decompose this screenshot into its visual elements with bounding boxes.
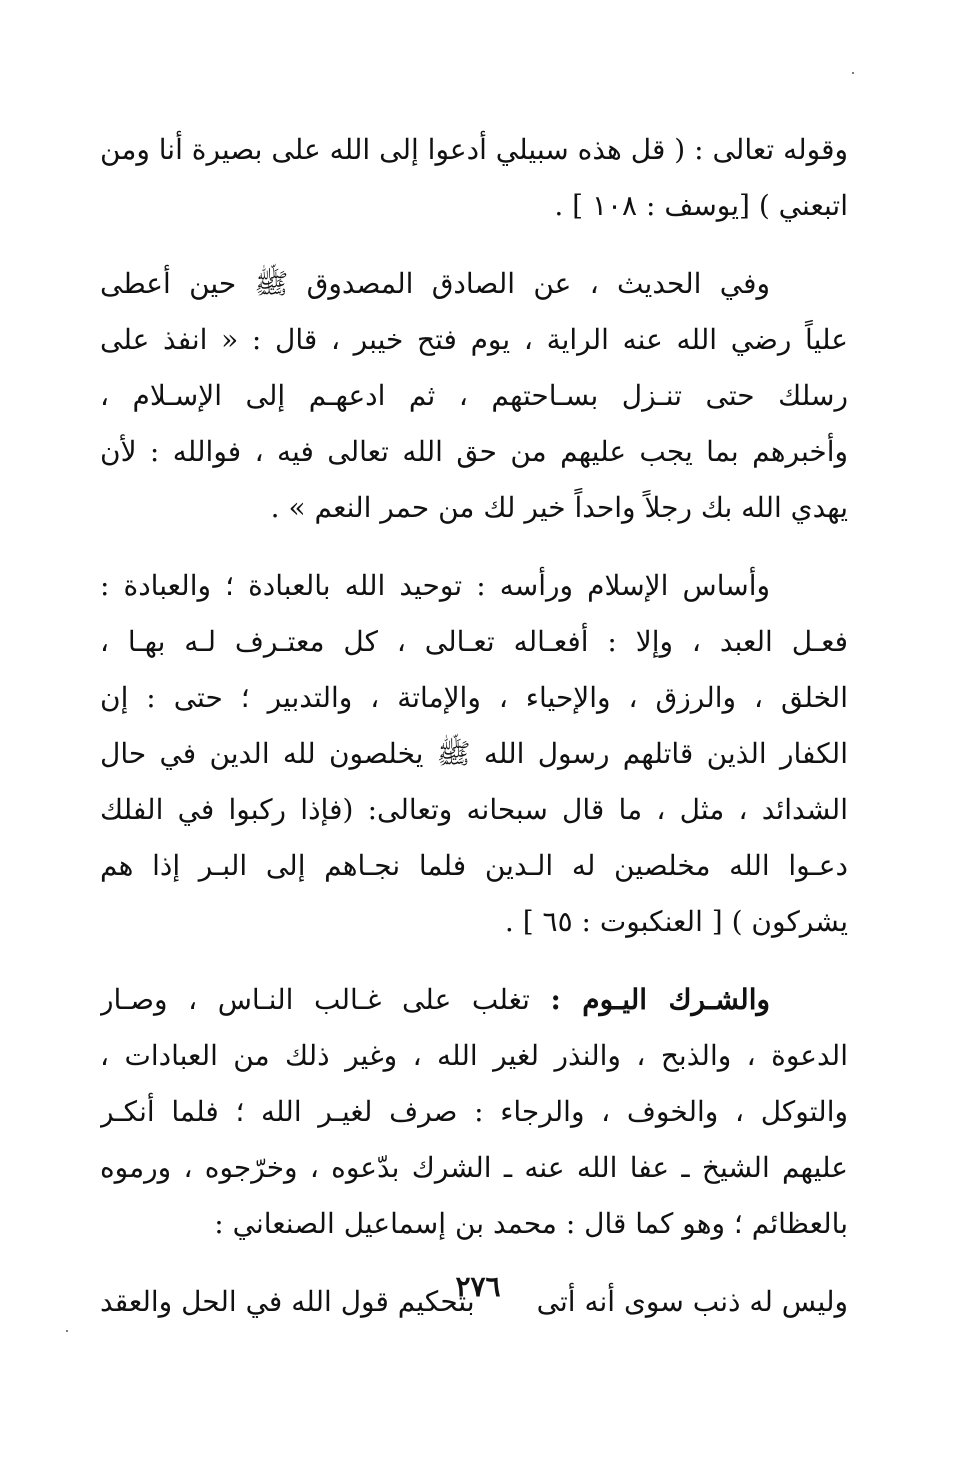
page-number: ٢٧٦ [455,1270,501,1303]
text-line: الخلق ، والرزق ، والإحياء ، والإماتة ، والتدبير ؛ حتى : إن [100,681,848,714]
text-line: عليهم الشيخ ـ عفا الله عنه ـ الشرك بدّعوه ، وخرّجوه ، ورموه [100,1151,848,1184]
text-line: اتبعني ) [يوسف : ١٠٨ ] . [554,189,848,222]
text-line: دعـوا الله مخلصين له الـدين فلما نجـاهم إلى البـر إذا هم [100,849,848,882]
text-line: وقوله تعالى : ( قل هذه سبيلي أدعوا إلى الله على بصيرة أنا ومن [100,133,848,166]
text-line: رسلك حتى تنـزل بسـاحتهم ، ثم ادعهـم إلى الإسـلام ، [100,379,848,412]
text-line: يهدي الله بك رجلاً واحداً خير لك من حمر النعم » . [270,491,848,524]
verse-first-hemistich: وليس له ذنب سوى أنه أتى [536,1285,848,1318]
paragraph-lead: والشـرك اليـوم : [550,983,771,1016]
text-line: وأساس الإسلام ورأسه : توحيد الله بالعبادة ؛ والعبادة : [100,569,770,602]
text-line: بالعظائم ؛ وهو كما قال : محمد بن إسماعيل الصنعاني : [214,1207,848,1240]
paragraph-tawhid [100,558,848,950]
text-line: الدعوة ، والذبح ، والنذر لغير الله ، وغير ذلك من العبادات ، [100,1039,848,1072]
text-line: وفي الحديث ، عن الصادق المصدوق ﷺ حين أعطى [100,267,770,300]
text-line: وأخبرهم بما يجب عليهم من حق الله تعالى فيه ، فوالله : لأن [100,435,848,468]
paragraph-quran-yusuf [100,122,848,234]
text-run: تغلب على غـالب النـاس ، وصـار [100,983,530,1016]
text-line: يشركون ) [ العنكبوت : ٦٥ ] . [504,905,848,938]
page-body [100,122,848,1330]
paragraph-hadith [100,256,848,536]
text-line: والتوكل ، والخوف ، والرجاء : صرف لغيـر الله ؛ فلما أنكـر [100,1095,848,1128]
text-line [100,972,848,1028]
text-line: علياً رضي الله عنه الراية ، يوم فتح خيبر ، قال : « انفذ على [100,323,848,356]
text-line: فعـل العبد ، وإلا : أفعـاله تعـالى ، كل معتـرف لـه بهـا ، [100,625,848,658]
scan-speck [852,72,854,74]
paragraph-shirk [100,972,848,1252]
text-line: الكفار الذين قاتلهم رسول الله ﷺ يخلصون لله الدين في حال [100,737,848,770]
scan-speck [66,1330,68,1332]
verse-second-hemistich: بتحكيم قول الله في الحل والعقد [100,1285,475,1318]
text-line: الشدائد ، مثل ، ما قال سبحانه وتعالى: (فإذا ركبوا في الفلك [100,793,848,826]
